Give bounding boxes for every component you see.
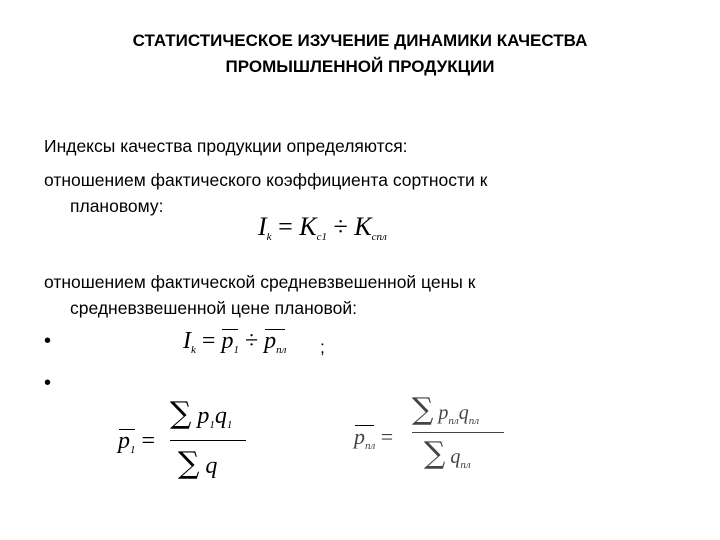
formula4-numerator [412,392,479,427]
formula4-lhs-sub: пл [365,440,376,452]
formula1-lhs: I [258,212,267,241]
formula1-a: K [299,212,317,241]
formula3-lhs: p [118,428,130,454]
formula4-eq: = [380,424,394,449]
formula1-div: ÷ [333,212,348,241]
formula4-den-q: q [450,446,461,468]
bullet-1: • [44,330,52,352]
formula-price-index [183,328,286,356]
item2-line-1: отношением фактической средневзвешенной цены к [44,272,476,292]
title-line-1: СТАТИСТИЧЕСКОЕ ИЗУЧЕНИЕ ДИНАМИКИ КАЧЕСТВА [132,31,588,50]
formula3-denominator [178,446,217,481]
formula2-eq: = [201,328,216,354]
semicolon: ; [320,337,325,357]
formula4-num-sum: ∑ [412,392,434,427]
formula1-b: K [354,212,372,241]
formula4-lhs-group [354,424,393,452]
formula2-a-sub: 1 [233,344,239,356]
formula3-num-q-sub: 1 [226,419,233,431]
formula3-den-sum: ∑ [178,446,200,481]
formula4-lhs: p [354,424,365,449]
item1-line-2: плановому: [70,196,164,216]
item1-line-1: отношением фактического коэффициента сортности к [44,170,488,190]
formula3-lhs-sub: 1 [130,444,136,456]
formula2-b: p [264,328,277,354]
formula3-lhs-group [118,428,155,456]
formula3-fraction-bar [170,440,246,441]
formula3-numerator [170,396,232,431]
formula4-den-q-sub: пл [460,459,471,471]
formula3-den-q: q [205,453,218,479]
formula3-num-p: p [197,403,210,429]
formula1-a-sub: c1 [316,231,327,243]
bullet-2: • [44,372,52,394]
item2-line-2: средневзвешенной цене плановой: [70,298,357,318]
formula4-num-p-sub: пл [448,415,459,427]
formula2-lhs-sub: k [191,344,196,356]
formula-sort-coefficient [258,212,387,243]
formula4-denominator [424,436,471,471]
page-title [60,28,660,80]
formula3-eq: = [141,428,156,454]
formula4-den-sum: ∑ [424,436,446,471]
formula2-a: p [221,328,234,354]
formula2-b-sub: пл [276,344,287,356]
title-line-2: ПРОМЫШЛЕННОЙ ПРОДУКЦИИ [225,57,495,76]
formula4-num-q: q [458,402,469,424]
formula2-div: ÷ [244,328,259,354]
formula1-lhs-sub: k [266,231,272,243]
formula2-lhs: I [183,328,191,354]
formula1-b-sub: спл [371,231,387,243]
formula3-num-p-sub: 1 [209,419,215,431]
intro-text: Индексы качества продукции определяются: [44,136,408,156]
formula1-eq: = [278,212,293,241]
formula3-num-sum: ∑ [170,396,192,431]
formula4-num-q-sub: пл [468,415,480,427]
formula3-num-q: q [214,403,227,429]
formula4-num-p: p [438,402,449,424]
formula4-fraction-bar [412,432,504,433]
